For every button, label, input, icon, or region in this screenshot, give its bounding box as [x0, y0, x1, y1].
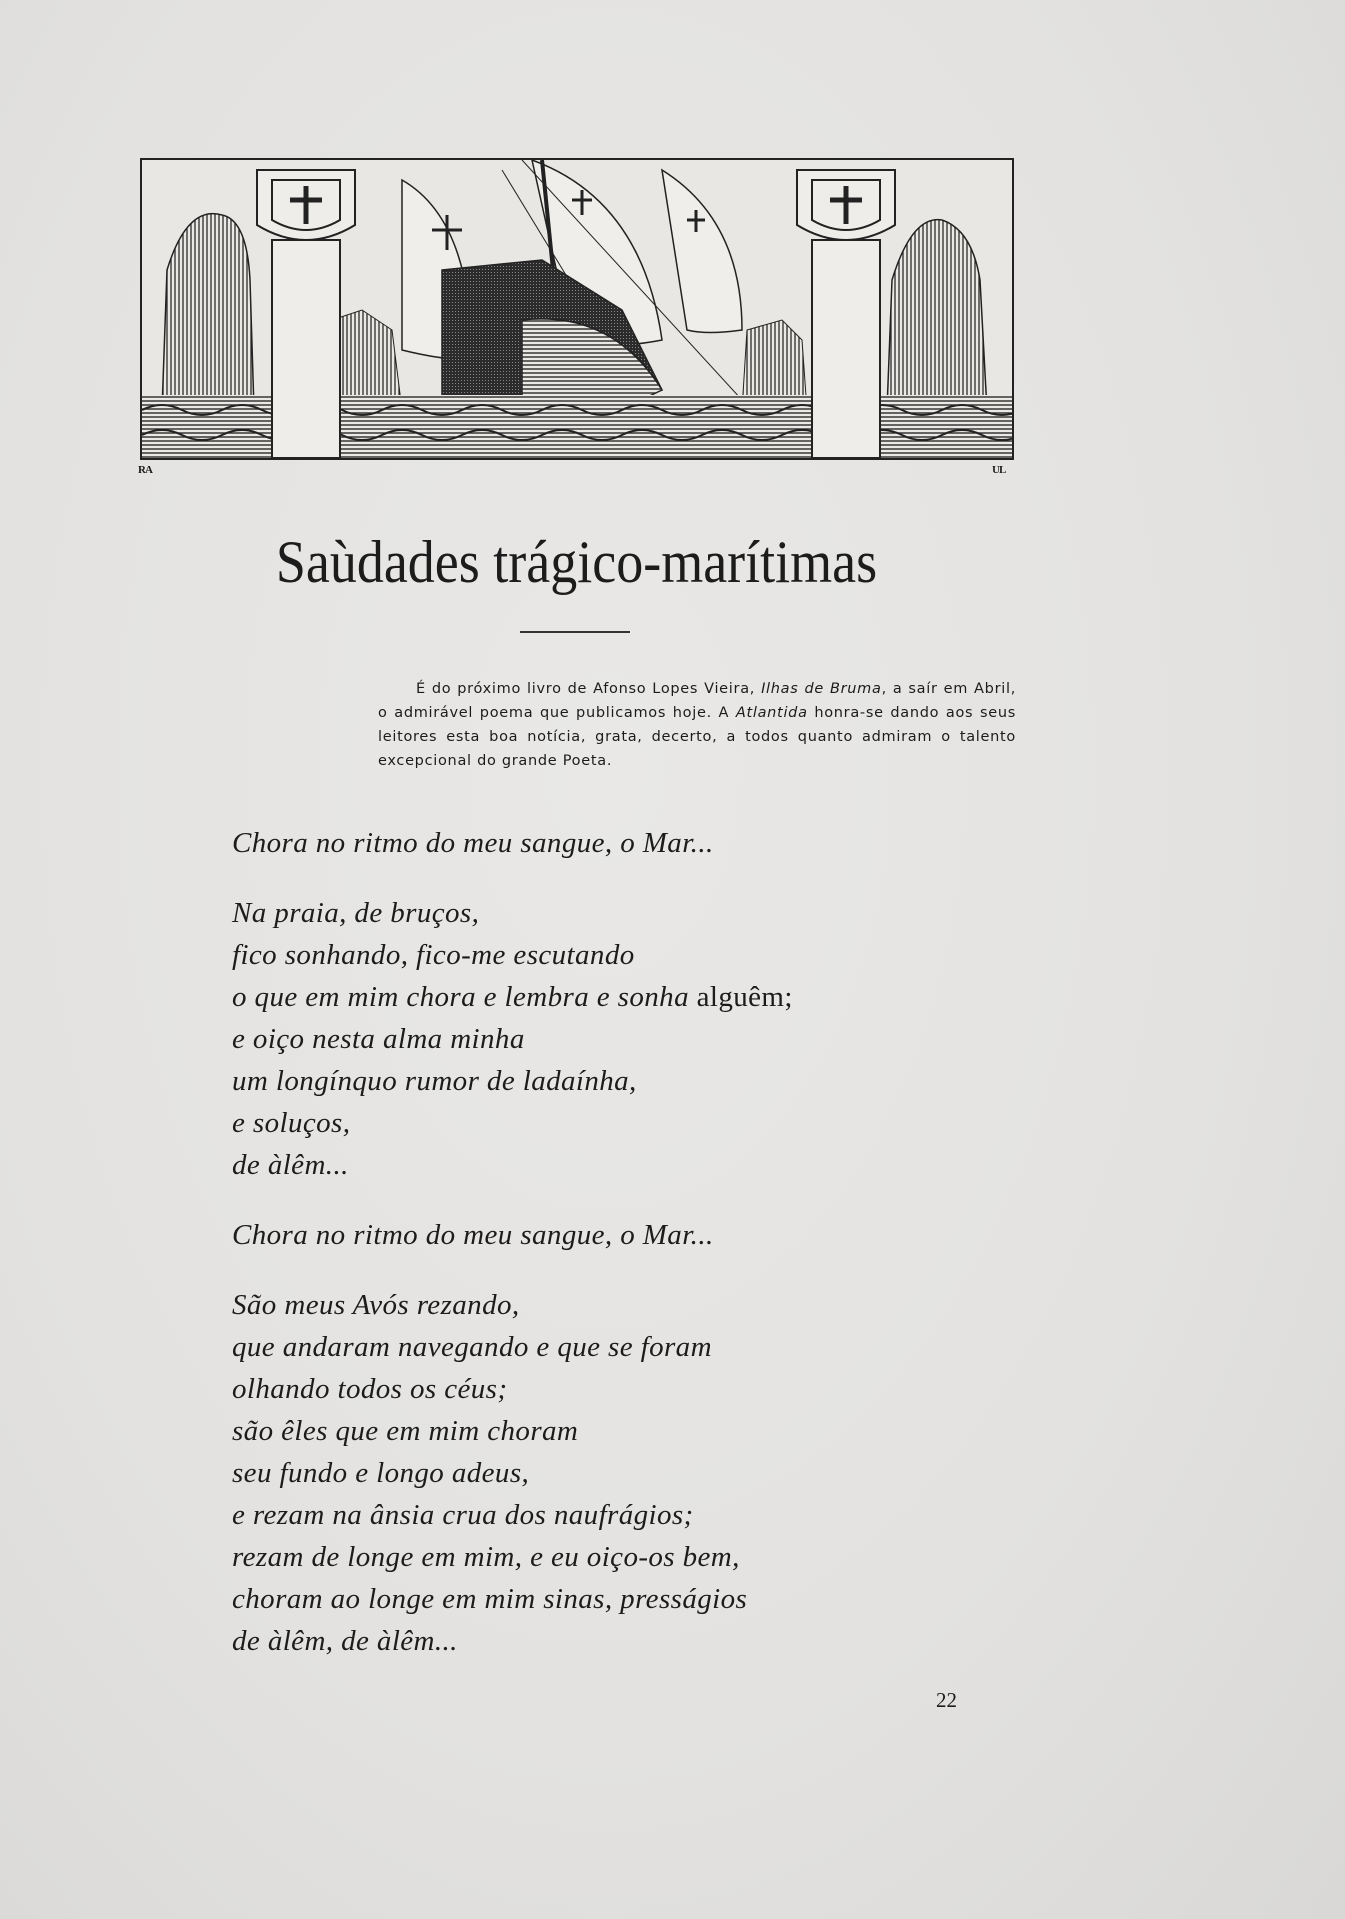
editorial-note — [378, 677, 1016, 773]
poem-line: São meus Avós rezando, — [232, 1289, 520, 1321]
poem-line-upright-end: alguêm; — [688, 981, 793, 1013]
poem-line: de àlêm, de àlêm... — [232, 1625, 458, 1657]
note-text-3: honra-se dando aos seus leitores esta boa notícia, grata, decerto, a todos quanto admiram o talento excepcional do grande Poeta. — [378, 704, 1016, 769]
poem-line: e oiço nesta alma minha — [232, 1023, 525, 1055]
refrain — [232, 1214, 1032, 1256]
poem-line: seu fundo e longo adeus, — [232, 1457, 530, 1489]
poem-line: de àlêm... — [232, 1149, 349, 1181]
poem-line: fico sonhando, fico-me escutando — [232, 939, 635, 971]
poem-line: choram ao longe em mim sinas, presságios — [232, 1583, 748, 1615]
caravel-illustration — [140, 158, 1014, 460]
poem-line: que andaram navegando e que se foram — [232, 1331, 712, 1363]
illustrator-initials-right: UL — [992, 464, 1006, 476]
poem-line: um longínquo rumor de ladaínha, — [232, 1065, 637, 1097]
poem — [232, 822, 1032, 1690]
poem-line: Na praia, de bruços, — [232, 897, 480, 929]
stanza — [232, 892, 1032, 1186]
title-divider — [520, 631, 630, 633]
poem-line: rezam de longe em mim, e eu oiço-os bem, — [232, 1541, 740, 1573]
poem-line: Chora no ritmo do meu sangue, o Mar... — [232, 827, 714, 859]
illustrator-initials-left: RA — [138, 464, 152, 476]
refrain — [232, 822, 1032, 864]
poem-line: e soluços, — [232, 1107, 351, 1139]
poem-line: e rezam na ânsia crua dos naufrágios; — [232, 1499, 694, 1531]
poem-line-text: o que em mim chora e lembra e sonha — [232, 981, 689, 1013]
poem-line: olhando todos os céus; — [232, 1373, 508, 1405]
poem-line — [232, 976, 1032, 1018]
page-number: 22 — [936, 1688, 957, 1712]
magazine-name: Atlantida — [735, 704, 808, 721]
page-title: Saùdades trágico-marítimas — [275, 529, 878, 595]
book-title: Ilhas de Bruma — [761, 680, 882, 697]
poem-line: Chora no ritmo do meu sangue, o Mar... — [232, 1219, 714, 1251]
note-text-2: , a saír em Abril, o admirável poema que publicamos hoje. A — [378, 680, 1016, 721]
stanza — [232, 1284, 1032, 1662]
note-text-1: É do próximo livro de Afonso Lopes Vieira, — [416, 680, 762, 697]
poem-line: são êles que em mim choram — [232, 1415, 579, 1447]
